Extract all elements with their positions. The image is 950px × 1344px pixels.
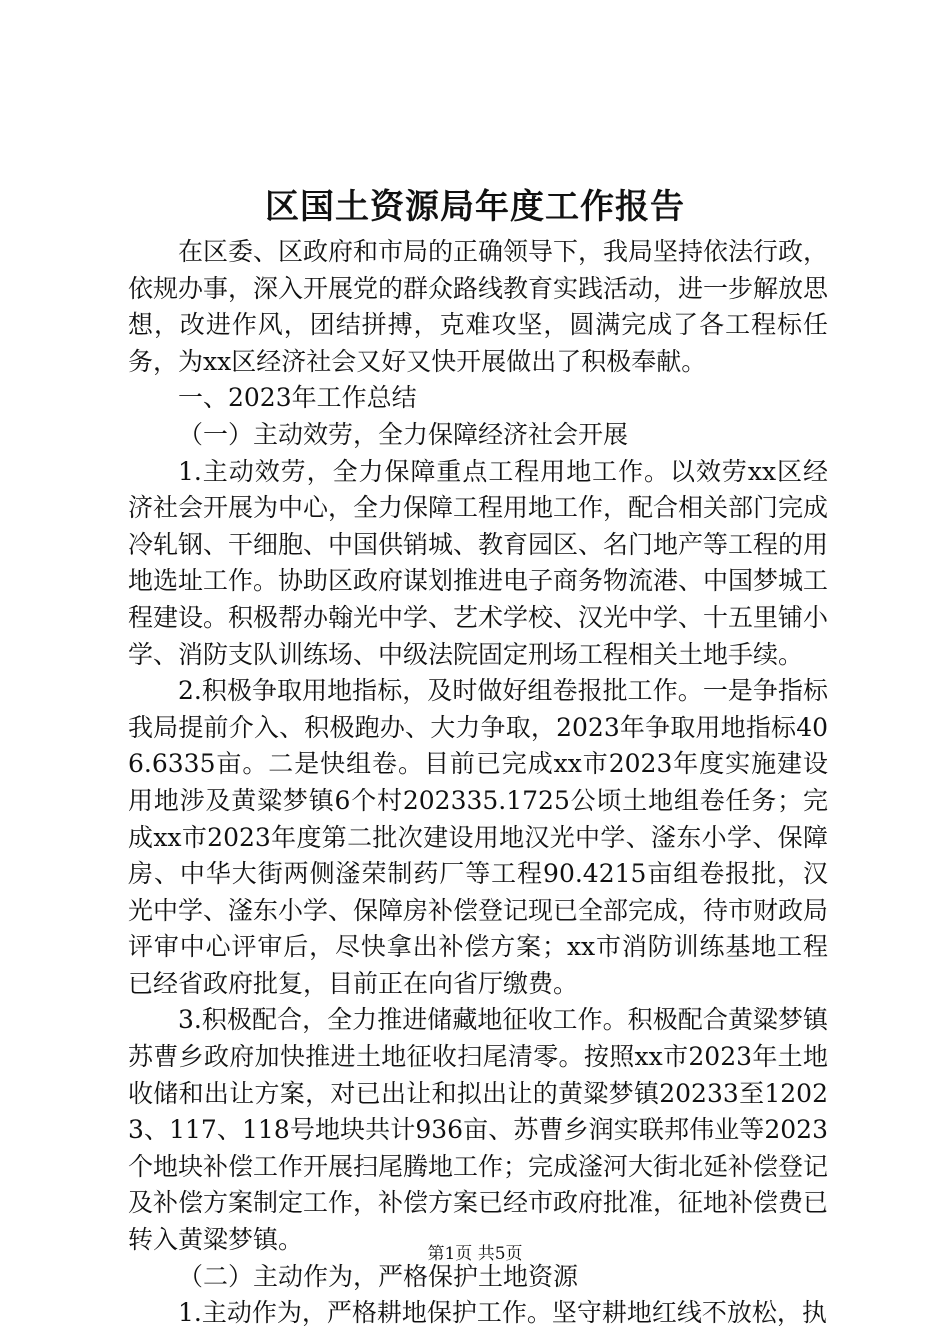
paragraph-item-4: 1.主动作为，严格耕地保护工作。坚守耕地红线不放松，执	[178, 1298, 827, 1328]
intro-paragraph: 在区委、区政府和市局的正确领导下，我局坚持依法行政，依规办事，深入开展党的群众路线教育实践活动，进一步解放思想，改进作风，团结拼搏，克难攻坚，圆满完成了各工程标任务，为xx区经济社会又好又快开展做出了积极奉献。	[128, 237, 829, 376]
subsection-heading-1: （一）主动效劳，全力保障经济社会开展	[178, 419, 629, 449]
paragraph-item-3: 3.积极配合，全力推进储藏地征收工作。积极配合黄粱梦镇苏曹乡政府加快推进土地征收扫尾清零。按照xx市2023年土地收储和出让方案，对已出让和拟出让的黄粱梦镇20233至12023、117、118号地块共计936亩、苏曹乡润实联邦伟业等2023个地块补偿工作开展扫尾腾地工作；完成滏河大街北延补偿登记及补偿方案制定工作，补偿方案已经市政府批准，征地补偿费已转入黄粱梦镇。	[128, 1005, 829, 1255]
subsection-heading-2: （二）主动作为，严格保护土地资源	[178, 1261, 579, 1291]
page-footer: 第1页 共5页	[427, 1244, 523, 1264]
document-title: 区国土资源局年度工作报告	[265, 187, 685, 227]
paragraph-item-2: 2.积极争取用地指标，及时做好组卷报批工作。一是争指标我局提前介入、积极跑办、大力争取，2023年争取用地指标406.6335亩。二是快组卷。目前已完成xx市2023年度实施建设用地涉及黄粱梦镇6个村202335.1725公顷土地组卷任务；完成xx市2023年度第二批次建设用地汉光中学、滏东小学、保障房、中华大街两侧滏荣制药厂等工程90.4215亩组卷报批，汉光中学、滏东小学、保障房补偿登记现已全部完成，待市财政局评审中心评审后，尽快拿出补偿方案；xx市消防训练基地工程已经省政府批复，目前正在向省厅缴费。	[128, 676, 829, 998]
section-heading-summary: 一、2023年工作总结	[178, 383, 417, 413]
document-body	[128, 234, 828, 1332]
paragraph-item-1: 1.主动效劳，全力保障重点工程用地工作。以效劳xx区经济社会开展为中心，全力保障工程用地工作，配合相关部门完成冷轧钢、干细胞、中国供销城、教育园区、名门地产等工程的用地选址工作。协助区政府谋划推进电子商务物流港、中国梦城工程建设。积极帮办翰光中学、艺术学校、汉光中学、十五里铺小学、消防支队训练场、中级法院固定刑场工程相关土地手续。	[128, 456, 829, 669]
